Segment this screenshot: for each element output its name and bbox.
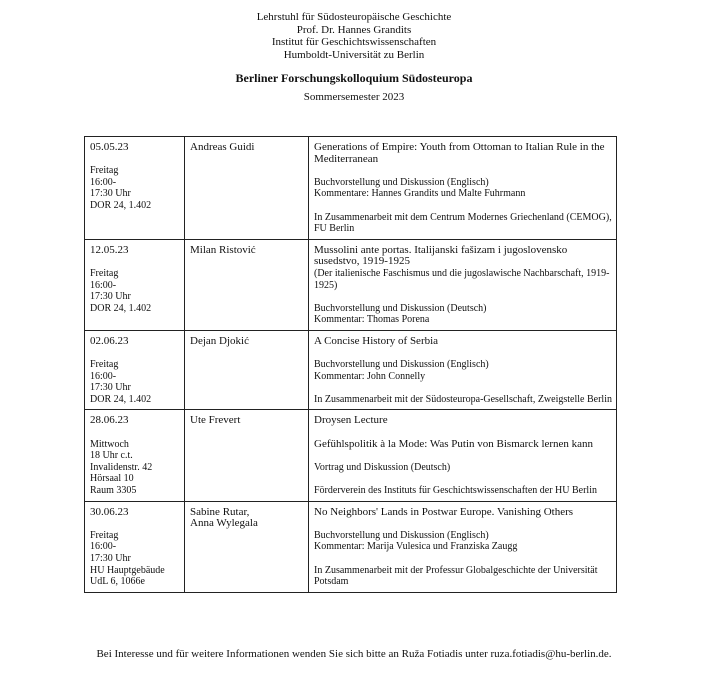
event-time-end: 17:30 Uhr	[90, 553, 131, 564]
event-note: In Zusammenarbeit mit dem Centrum Modernes Griechenland (CEMOG), FU Berlin	[314, 211, 612, 235]
event-time-end: 17:30 Uhr	[90, 291, 131, 303]
speaker-cell	[185, 501, 309, 592]
date-cell	[85, 239, 185, 330]
event-time-end: 17:30 Uhr	[90, 188, 131, 200]
event-time-start: 16:00-	[90, 279, 117, 291]
event-title: Droysen Lecture	[314, 414, 388, 427]
topic-cell	[309, 410, 617, 501]
event-time-start: 16:00-	[90, 541, 117, 553]
topic-cell	[309, 239, 617, 330]
event-format: Buchvorstellung und Diskussion (Deutsch)	[314, 302, 487, 314]
date-cell	[85, 137, 185, 240]
event-format: Buchvorstellung und Diskussion (Englisch)	[314, 529, 489, 541]
contact-footer: Bei Interesse und für weitere Informationen wenden Sie sich bitte an Ruža Fotiadis unter ruza.fotiadis@hu-berlin.de.	[96, 648, 612, 660]
colloquium-title: Berliner Forschungskolloquium Südosteuropa	[235, 71, 473, 85]
table-row	[85, 501, 617, 592]
header-line-professor: Prof. Dr. Hannes Grandits	[296, 23, 412, 36]
topic-cell	[309, 137, 617, 240]
table-row	[85, 239, 617, 330]
speaker-name: Anna Wylegala	[190, 517, 258, 530]
topic-cell	[309, 330, 617, 410]
speaker-name: Dejan Djokić	[190, 334, 249, 347]
event-date: 05.05.23	[90, 141, 129, 153]
event-day: Freitag	[90, 165, 119, 177]
event-address: Invalidenstr. 42	[90, 461, 153, 473]
event-time-start: 16:00-	[90, 176, 117, 188]
speaker-name: Ute Frevert	[190, 414, 241, 427]
header-line-chair: Lehrstuhl für Südosteuropäische Geschichte	[256, 11, 452, 23]
institution-header	[0, 11, 708, 61]
speaker-cell	[185, 239, 309, 330]
event-date: 12.05.23	[90, 243, 129, 256]
event-building: HU Hauptgebäude	[90, 564, 165, 576]
speaker-name: Milan Ristović	[190, 243, 256, 256]
event-day: Freitag	[90, 359, 119, 371]
event-format: Vortrag und Diskussion (Deutsch)	[314, 461, 451, 473]
header-line-institute: Institut für Geschichtswissenschaften	[271, 36, 437, 49]
event-format: Buchvorstellung und Diskussion (Englisch)	[314, 176, 489, 188]
event-title: Mussolini ante portas. Italijanski fašizam i jugoslovensko susedstvo, 1919-1925	[314, 243, 568, 268]
event-hall: Hörsaal 10	[90, 473, 134, 485]
event-time-start: 16:00-	[90, 370, 117, 382]
event-day: Mittwoch	[90, 438, 129, 450]
event-subtitle: (Der italienische Faschismus und die jugoslawische Nachbarschaft, 1919-1925)	[314, 267, 610, 291]
schedule-table	[84, 136, 617, 593]
speaker-cell	[185, 410, 309, 501]
event-date: 30.06.23	[90, 505, 129, 518]
event-title: A Concise History of Serbia	[314, 334, 439, 347]
event-room: DOR 24, 1.402	[90, 302, 152, 314]
event-subtitle: Gefühlspolitik à la Mode: Was Putin von Bismarck lernen kann	[314, 437, 594, 450]
event-room: DOR 24, 1.402	[90, 393, 152, 405]
date-cell	[85, 501, 185, 592]
event-day: Freitag	[90, 529, 119, 541]
date-cell	[85, 410, 185, 501]
event-room: UdL 6, 1066e	[90, 576, 145, 588]
event-comment: Kommentar: Thomas Porena	[314, 314, 430, 326]
table-row	[85, 137, 617, 240]
event-day: Freitag	[90, 267, 119, 279]
date-cell	[85, 330, 185, 410]
event-comment: Kommentar: John Connelly	[314, 370, 426, 382]
semester-label: Sommersemester 2023	[303, 91, 405, 103]
event-note: In Zusammenarbeit mit der Südosteuropa-Gesellschaft, Zweigstelle Berlin	[314, 393, 612, 405]
table-row	[85, 410, 617, 501]
table-row	[85, 330, 617, 410]
event-note: Förderverein des Instituts für Geschichtswissenschaften der HU Berlin	[314, 485, 597, 497]
event-comment: Kommentare: Hannes Grandits und Malte Fuhrmann	[314, 188, 526, 200]
header-line-university: Humboldt-Universität zu Berlin	[283, 48, 425, 61]
speaker-name: Sabine Rutar,	[190, 505, 250, 518]
event-comment: Kommentar: Marija Vulesica und Franziska Zaugg	[314, 541, 518, 553]
event-time: 18 Uhr c.t.	[90, 450, 133, 462]
event-time-end: 17:30 Uhr	[90, 382, 131, 394]
event-date: 28.06.23	[90, 414, 129, 427]
speaker-cell	[185, 330, 309, 410]
event-title: No Neighbors' Lands in Postwar Europe. Vanishing Others	[314, 505, 574, 518]
event-room: DOR 24, 1.402	[90, 199, 152, 211]
event-title: Generations of Empire: Youth from Ottoman to Italian Rule in the Mediterranean	[314, 141, 605, 165]
event-date: 02.06.23	[90, 334, 129, 347]
event-room: Raum 3305	[90, 485, 137, 497]
topic-cell	[309, 501, 617, 592]
event-note: In Zusammenarbeit mit der Professur Globalgeschichte der Universität Potsdam	[314, 564, 598, 588]
speaker-cell	[185, 137, 309, 240]
event-format: Buchvorstellung und Diskussion (Englisch)	[314, 359, 489, 371]
speaker-name: Andreas Guidi	[190, 141, 255, 153]
